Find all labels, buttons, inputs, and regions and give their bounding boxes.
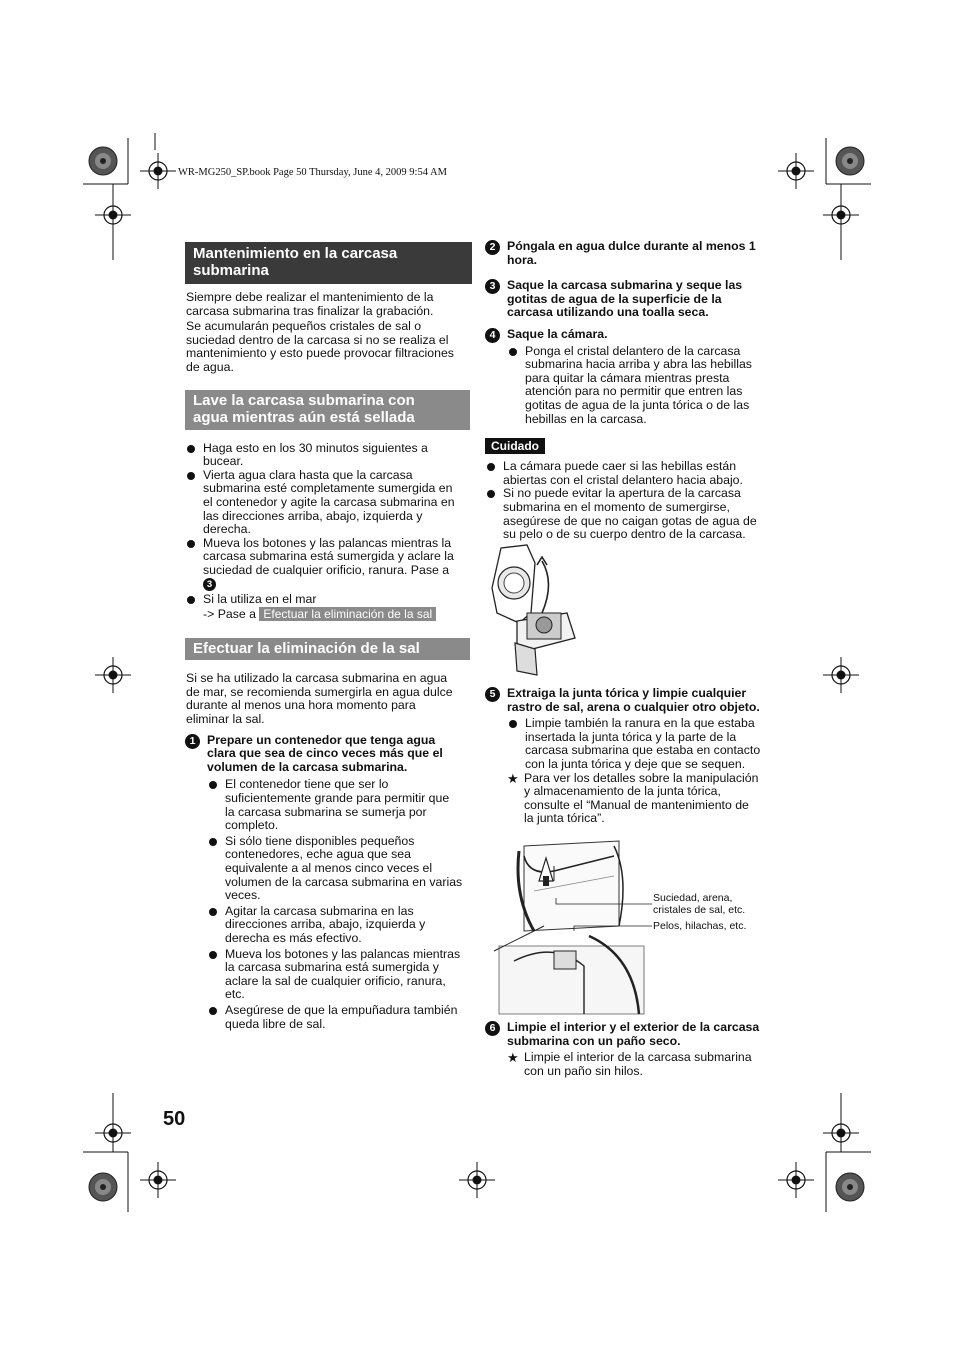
bullet-list [485,460,775,542]
text-line: el contenedor y agite la carcasa submarina en [203,494,455,509]
text-line: veces. [225,888,261,903]
text-line: queda libre de sal. [225,1016,326,1031]
text-line: direcciones arriba, abajo, izquierda y [225,917,426,932]
text-line: Si se ha utilizado la carcasa submarina en agua [186,671,448,686]
print-header: WR-MG250_SP.book Page 50 Thursday, June 4, 2009 9:54 AM [178,167,447,178]
text-line [203,607,472,622]
step-reference[interactable] [203,578,472,592]
text-line: las direcciones arriba, abajo, izquierda y [203,508,423,523]
text-line: Asegúrese de que la empuñadura también [225,1002,458,1017]
text-line: gotitas de agua de la superficie de la [507,291,722,306]
o-ring-illustration [494,836,654,1016]
callout-hair: Pelos, hilachas, etc. [653,920,747,932]
text-line: asegúrese de que no caigan gotas de agua de [503,513,757,528]
text-line: submarina en el momento de sumergirse, [503,499,730,514]
text-line: submarina hacia arriba y abra las hebillas [525,357,752,372]
text-line: etc. [225,987,245,1002]
text-line: eliminar la sal. [186,712,265,727]
star-icon: ★ [507,770,519,786]
section-heading-maintenance [185,242,472,284]
text-line: Ponga el cristal delantero de la carcasa [525,343,741,358]
step-1 [185,734,472,775]
heading-line: agua mientras aún está sellada [193,408,415,426]
step-2 [485,240,775,267]
text-line: Se acumularán pequeños cristales de sal o [186,319,422,334]
text-line: atención para no permitir que entren las [525,384,743,399]
text-line: con un paño sin hilos. [524,1063,643,1078]
text-line: y almacenamiento de la junta tórica, [524,784,721,799]
list-item [185,469,472,537]
text-line: Si sólo tiene disponibles pequeños [225,833,415,848]
bullet-list [507,717,775,826]
text-line: contenedores, eche agua que sea [225,847,411,862]
list-item [507,717,775,771]
step-number-badge: 1 [185,734,200,749]
step-number-badge: 2 [485,240,500,255]
heading-line: Lave la carcasa submarina con [193,391,415,409]
paragraph [186,320,472,374]
list-item [207,905,472,946]
text-line: submarina esté completamente sumergida en [203,481,453,496]
text-line: equivalente a al menos cinco veces el [225,861,433,875]
text-line: la carcasa submarina está sumergida y [225,960,439,975]
list-item [207,948,472,1002]
text-line: volumen de la carcasa submarina. [207,759,408,774]
text-line: Limpie el interior de la carcasa submarina [524,1050,752,1065]
text-line: clara que sea de cinco veces más que el [207,746,443,761]
text-line: Suciedad, arena, [653,892,733,904]
text-line: Mueva los botones y las palancas mientras [225,946,461,961]
housing-open-illustration [487,543,587,678]
text-line: consulte el “Manual de mantenimiento de [524,797,749,812]
left-column [185,242,472,1031]
text-line: Saque la cámara. [507,326,608,341]
step-number-badge: 4 [485,328,500,343]
text-line: suciedad de cualquier orificio, ranura. Pase a [203,562,450,577]
right-column [485,240,775,542]
text-line: durante al menos una hora momento para [186,698,416,713]
text-line: la carcasa submarina se sumerja por [225,804,427,819]
heading-line: submarina [193,262,269,279]
right-column-bottom [485,1021,775,1078]
bullet-list [185,442,472,622]
text-line: aclare la sal de cualquier orificio, ranura, [225,973,446,988]
text-line: mantenimiento y esto puede provocar filtraciones [186,346,454,361]
caution-label: Cuidado [485,438,545,454]
text-line: Siempre debe realizar el mantenimiento de la [186,290,434,304]
text-line: Vierta agua clara hasta que la carcasa [203,467,413,482]
text-line: carcasa utilizando una toalla seca. [507,305,709,320]
text-line: carcasa submarina tras finalizar la grabación. [186,303,434,318]
text-line: Haga esto en los 30 minutos siguientes a [203,440,428,455]
step-4 [485,328,775,342]
text-line: de agua. [186,359,234,374]
list-item [185,537,472,591]
heading-line: Mantenimiento en la carcasa [193,245,398,262]
text-line: con la junta tórica y deje que se sequen. [525,756,746,771]
text-line: carcasa submarina que estaba en contacto [525,743,761,758]
text-line: para quitar la cámara mientras presta [525,370,730,385]
text-line: Póngala en agua dulce durante al menos 1 [507,239,756,253]
list-item [185,442,472,469]
text-line: Extraiga la junta tórica y limpie cualquier [507,686,747,700]
text-line: su pelo o de su cuerpo dentro de la carcasa. [503,527,746,542]
list-item [207,835,472,903]
text-line: rastro de sal, arena o cualquier otro objeto. [507,699,760,714]
text-line: Agitar la carcasa submarina en las [225,903,414,918]
text-line: hora. [507,252,538,267]
text-line: La cámara puede caer si las hebillas están [503,459,737,474]
step-3-badge[interactable]: 3 [203,578,216,591]
salt-removal-link[interactable]: Efectuar la eliminación de la sal [259,607,436,621]
text-line: completo. [225,818,279,833]
bullet-list [507,345,775,427]
step-5 [485,687,775,714]
text-line: la junta tórica”. [524,811,605,826]
text-line: Limpie el interior y el exterior de la carcasa [507,1020,760,1034]
caution-block [485,437,775,455]
text-line: submarina con un paño seco. [507,1033,681,1048]
text-line: abiertas con el cristal delantero hacia abajo. [503,472,743,487]
note-item [507,772,775,826]
text-line: cristales de sal, etc. [653,904,746,916]
list-item [207,778,472,832]
section-heading-salt-removal [185,638,470,660]
text-line: Prepare un contenedor que tenga agua [207,732,436,747]
text-line: El contenedor tiene que ser lo [225,777,389,792]
heading-line: Efectuar la eliminación de la sal [193,640,420,658]
right-column-lower [485,687,775,826]
list-item [485,460,775,487]
text-line: suficientemente grande para permitir que [225,791,450,806]
page-number: 50 [163,1108,186,1130]
text-line: suciedad dentro de la carcasa si no se realiza el [186,332,449,347]
list-item [207,1004,472,1031]
list-item [185,593,472,621]
step-number-badge: 6 [485,1021,500,1036]
text-line: bucear. [203,454,244,469]
text-line: Mueva los botones y las palancas mientras la [203,535,452,550]
text-line: gotitas de agua de la junta tórica o de las [525,397,750,412]
text-line: de mar, se recomienda sumergirla en agua dulce [186,684,453,699]
step-6 [485,1021,775,1048]
note-list [507,1051,775,1078]
text-line: Para ver los detalles sobre la manipulación [524,770,759,785]
text-line: Limpie también la ranura en la que estaba [525,716,755,731]
text-prefix: -> Pase a [203,606,260,621]
section-heading-wash [185,390,470,430]
bullet-list [207,778,472,1031]
note-item [507,1051,775,1078]
text-line: insertada la junta tórica y la parte de la [525,729,737,744]
step-number-badge: 5 [485,687,500,702]
paragraph [186,672,472,726]
list-item [485,487,775,541]
paragraph [186,291,472,318]
text-line: derecha. [203,522,251,537]
text-line: volumen de la carcasa submarina en varias [225,874,463,889]
text-line: Saque la carcasa submarina y seque las [507,278,743,293]
callout-dirt [653,892,745,916]
list-item [507,345,775,427]
text-line: derecha es más efectivo. [225,930,362,945]
step-3 [485,279,775,320]
text-line: Si la utiliza en el mar [203,592,317,607]
text-line: Si no puede evitar la apertura de la carcasa [503,486,741,501]
text-line: carcasa submarina está sumergida y aclare la [203,549,454,564]
text-line: hebillas en la carcasa. [525,411,647,426]
star-icon: ★ [507,1050,519,1066]
step-number-badge: 3 [485,279,500,294]
